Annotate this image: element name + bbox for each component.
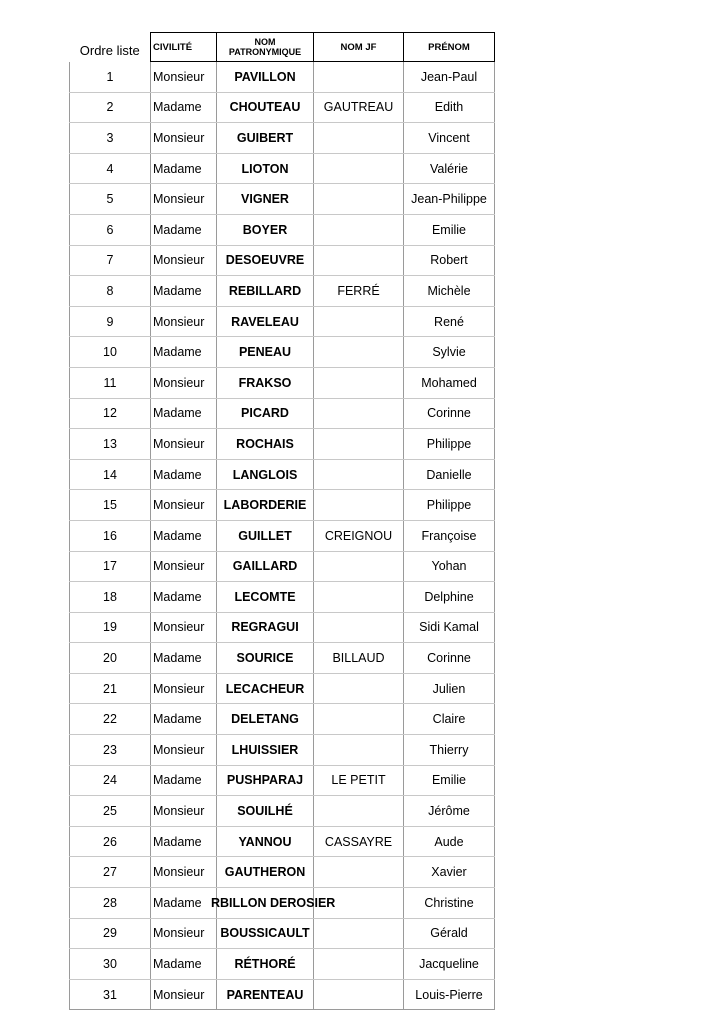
cell-nom-jf <box>314 123 404 154</box>
header-row <box>70 33 495 62</box>
cell-prenom: Claire <box>404 704 495 735</box>
cell-nom-jf <box>314 367 404 398</box>
header-nom-line2: PATRONYMIQUE <box>228 47 302 57</box>
cell-ordre: 23 <box>70 735 151 766</box>
cell-nom-jf <box>314 429 404 460</box>
cell-civilite: Monsieur <box>151 735 217 766</box>
cell-prenom: Louis-Pierre <box>404 979 495 1010</box>
cell-civilite: Monsieur <box>151 429 217 460</box>
cell-civilite: Madame <box>151 398 217 429</box>
cell-civilite: Madame <box>151 949 217 980</box>
cell-nom-jf <box>314 62 404 93</box>
cell-civilite: Madame <box>151 214 217 245</box>
cell-nom-jf <box>314 245 404 276</box>
cell-nom-jf <box>314 398 404 429</box>
cell-nom: LECOMTE <box>217 582 314 613</box>
cell-nom: PICARD <box>217 398 314 429</box>
cell-ordre: 30 <box>70 949 151 980</box>
cell-prenom: Robert <box>404 245 495 276</box>
table-row <box>70 459 495 490</box>
table-body <box>70 62 495 1010</box>
cell-civilite: Madame <box>151 153 217 184</box>
header-prenom: PRÉNOM <box>404 33 495 62</box>
cell-civilite: Madame <box>151 337 217 368</box>
cell-nom: FRAKSO <box>217 367 314 398</box>
cell-civilite: Madame <box>151 704 217 735</box>
cell-prenom: Yohan <box>404 551 495 582</box>
header-civilite: CIVILITÉ <box>151 33 217 62</box>
cell-civilite: Monsieur <box>151 612 217 643</box>
cell-nom-jf <box>314 673 404 704</box>
cell-nom-jf <box>314 704 404 735</box>
cell-nom: PENEAU <box>217 337 314 368</box>
table-row <box>70 826 495 857</box>
cell-civilite: Monsieur <box>151 62 217 93</box>
cell-nom: GUIBERT <box>217 123 314 154</box>
table-row <box>70 276 495 307</box>
cell-civilite: Monsieur <box>151 123 217 154</box>
cell-prenom: Jérôme <box>404 796 495 827</box>
cell-ordre: 8 <box>70 276 151 307</box>
cell-ordre: 13 <box>70 429 151 460</box>
cell-nom: LIOTON <box>217 153 314 184</box>
table-row <box>70 337 495 368</box>
cell-civilite: Madame <box>151 643 217 674</box>
cell-prenom: René <box>404 306 495 337</box>
cell-prenom: Julien <box>404 673 495 704</box>
cell-nom <box>211 888 336 919</box>
table-row <box>70 949 495 980</box>
cell-ordre: 6 <box>70 214 151 245</box>
cell-civilite: Monsieur <box>151 673 217 704</box>
cell-nom-jf: LE PETIT <box>314 765 404 796</box>
cell-prenom: Corinne <box>404 398 495 429</box>
cell-ordre: 12 <box>70 398 151 429</box>
cell-civilite: Madame <box>151 582 217 613</box>
cell-prenom: Gérald <box>404 918 495 949</box>
cell-civilite: Madame <box>151 276 217 307</box>
cell-ordre: 2 <box>70 92 151 123</box>
table-row <box>70 490 495 521</box>
table-row <box>70 153 495 184</box>
cell-ordre: 10 <box>70 337 151 368</box>
cell-nom-jf <box>314 979 404 1010</box>
cell-ordre: 27 <box>70 857 151 888</box>
cell-ordre: 5 <box>70 184 151 215</box>
cell-nom: BOUSSICAULT <box>217 918 314 949</box>
table-row <box>70 398 495 429</box>
cell-nom: REBILLARD <box>217 276 314 307</box>
table-row <box>70 735 495 766</box>
cell-nom: SOURICE <box>217 643 314 674</box>
cell-civilite: Monsieur <box>151 245 217 276</box>
cell-nom: GAILLARD <box>217 551 314 582</box>
cell-civilite: Monsieur <box>151 306 217 337</box>
cell-civilite: Monsieur <box>151 796 217 827</box>
cell-civilite: Madame <box>151 826 217 857</box>
cell-prenom: Michèle <box>404 276 495 307</box>
cell-nom-jf: BILLAUD <box>314 643 404 674</box>
cell-nom-jf <box>314 918 404 949</box>
cell-nom-jf <box>314 337 404 368</box>
cell-prenom: Aude <box>404 826 495 857</box>
table-row <box>70 92 495 123</box>
cell-prenom: Sylvie <box>404 337 495 368</box>
header-nom-line1: NOM <box>254 37 276 47</box>
cell-nom-jf <box>314 551 404 582</box>
cell-civilite: Monsieur <box>151 918 217 949</box>
cell-ordre: 28 <box>70 888 151 919</box>
cell-nom-jf <box>314 582 404 613</box>
cell-nom-jf <box>314 612 404 643</box>
cell-nom-jf <box>314 306 404 337</box>
table-row <box>70 582 495 613</box>
table-row <box>70 62 495 93</box>
cell-ordre: 29 <box>70 918 151 949</box>
cell-civilite: Monsieur <box>151 184 217 215</box>
cell-ordre: 4 <box>70 153 151 184</box>
header-nom-patronymique <box>217 33 314 62</box>
table-row <box>70 704 495 735</box>
table-row <box>70 612 495 643</box>
cell-nom-jf <box>314 459 404 490</box>
header-ordre: Ordre liste <box>79 42 140 58</box>
table-row <box>70 520 495 551</box>
cell-prenom: Vincent <box>404 123 495 154</box>
table-row <box>70 857 495 888</box>
cell-civilite: Madame <box>151 459 217 490</box>
table-row <box>70 367 495 398</box>
cell-ordre: 17 <box>70 551 151 582</box>
cell-prenom: Xavier <box>404 857 495 888</box>
table-row <box>70 796 495 827</box>
cell-ordre: 20 <box>70 643 151 674</box>
cell-nom: YANNOU <box>217 826 314 857</box>
cell-nom: DESOEUVRE <box>217 245 314 276</box>
table-row <box>70 918 495 949</box>
cell-civilite: Madame <box>151 765 217 796</box>
table-row <box>70 765 495 796</box>
cell-nom-jf: CREIGNOU <box>314 520 404 551</box>
header-nom-jf: NOM JF <box>314 33 404 62</box>
cell-nom-jf <box>314 153 404 184</box>
cell-nom-jf: CASSAYRE <box>314 826 404 857</box>
cell-nom: REGRAGUI <box>217 612 314 643</box>
cell-civilite: Monsieur <box>151 857 217 888</box>
cell-nom-jf <box>314 490 404 521</box>
cell-ordre: 9 <box>70 306 151 337</box>
cell-nom: VIGNER <box>217 184 314 215</box>
cell-nom-jf <box>314 214 404 245</box>
cell-nom: LABORDERIE <box>217 490 314 521</box>
table-row <box>70 551 495 582</box>
cell-prenom: Emilie <box>404 214 495 245</box>
cell-ordre: 22 <box>70 704 151 735</box>
cell-nom: RAVELEAU <box>217 306 314 337</box>
cell-civilite: Monsieur <box>151 979 217 1010</box>
cell-prenom: Françoise <box>404 520 495 551</box>
cell-ordre: 7 <box>70 245 151 276</box>
cell-ordre: 15 <box>70 490 151 521</box>
cell-nom-jf <box>314 949 404 980</box>
cell-nom-jf: FERRÉ <box>314 276 404 307</box>
cell-ordre: 26 <box>70 826 151 857</box>
cell-civilite: Monsieur <box>151 490 217 521</box>
cell-prenom: Edith <box>404 92 495 123</box>
cell-nom: DELETANG <box>217 704 314 735</box>
cell-nom: SOUILHÉ <box>217 796 314 827</box>
cell-nom-jf <box>314 184 404 215</box>
cell-ordre: 18 <box>70 582 151 613</box>
cell-civilite: Madame <box>151 888 217 919</box>
table-row <box>70 979 495 1010</box>
cell-nom: LECACHEUR <box>217 673 314 704</box>
cell-civilite: Madame <box>151 92 217 123</box>
cell-ordre: 16 <box>70 520 151 551</box>
cell-nom: CHOUTEAU <box>217 92 314 123</box>
cell-nom: PARENTEAU <box>217 979 314 1010</box>
cell-prenom: Philippe <box>404 490 495 521</box>
cell-prenom: Philippe <box>404 429 495 460</box>
cell-nom: BOYER <box>217 214 314 245</box>
cell-prenom: Emilie <box>404 765 495 796</box>
cell-ordre: 11 <box>70 367 151 398</box>
cell-nom: GAUTHERON <box>217 857 314 888</box>
cell-nom: LHUISSIER <box>217 735 314 766</box>
cell-nom: RÉTHORÉ <box>217 949 314 980</box>
cell-prenom: Valérie <box>404 153 495 184</box>
table-row <box>70 888 495 919</box>
cell-ordre: 1 <box>70 62 151 93</box>
cell-civilite: Monsieur <box>151 551 217 582</box>
table-row <box>70 245 495 276</box>
cell-ordre: 31 <box>70 979 151 1010</box>
cell-civilite: Monsieur <box>151 367 217 398</box>
cell-nom-text: RBILLON DEROSIER <box>211 895 336 910</box>
cell-prenom: Christine <box>404 888 495 919</box>
cell-prenom: Jean-Philippe <box>404 184 495 215</box>
table-row <box>70 643 495 674</box>
cell-prenom: Sidi Kamal <box>404 612 495 643</box>
cell-nom-jf <box>314 735 404 766</box>
cell-ordre: 25 <box>70 796 151 827</box>
cell-ordre: 24 <box>70 765 151 796</box>
cell-ordre: 14 <box>70 459 151 490</box>
table-row <box>70 123 495 154</box>
cell-nom: ROCHAIS <box>217 429 314 460</box>
cell-ordre: 21 <box>70 673 151 704</box>
cell-prenom: Corinne <box>404 643 495 674</box>
cell-prenom: Jacqueline <box>404 949 495 980</box>
cell-prenom: Danielle <box>404 459 495 490</box>
cell-nom: PAVILLON <box>217 62 314 93</box>
table-row <box>70 184 495 215</box>
cell-prenom: Delphine <box>404 582 495 613</box>
cell-nom-jf <box>314 796 404 827</box>
table-row <box>70 429 495 460</box>
cell-prenom: Thierry <box>404 735 495 766</box>
cell-nom: PUSHPARAJ <box>217 765 314 796</box>
cell-prenom: Jean-Paul <box>404 62 495 93</box>
cell-nom-jf <box>314 857 404 888</box>
cell-prenom: Mohamed <box>404 367 495 398</box>
candidate-list-table <box>69 32 495 1010</box>
cell-nom: LANGLOIS <box>217 459 314 490</box>
table-row <box>70 214 495 245</box>
cell-civilite: Madame <box>151 520 217 551</box>
cell-ordre: 19 <box>70 612 151 643</box>
cell-nom: GUILLET <box>217 520 314 551</box>
table-row <box>70 306 495 337</box>
cell-ordre: 3 <box>70 123 151 154</box>
table-row <box>70 673 495 704</box>
cell-nom-jf: GAUTREAU <box>314 92 404 123</box>
